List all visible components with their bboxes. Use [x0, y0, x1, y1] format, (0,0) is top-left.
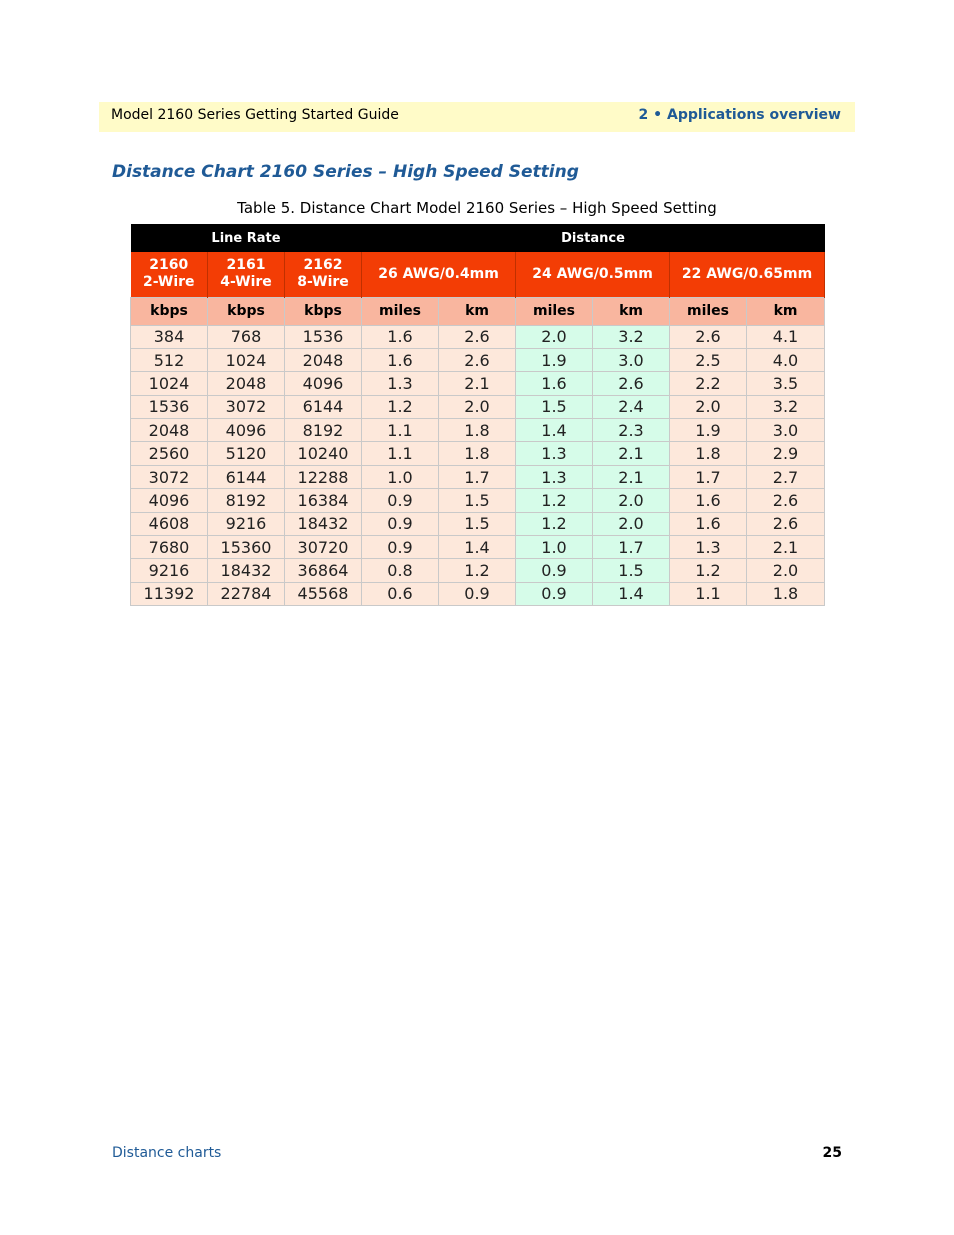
table-row — [131, 489, 825, 512]
table-cell: 1024 — [131, 372, 208, 395]
table-cell: 512 — [131, 348, 208, 371]
table-cell: 8192 — [208, 489, 285, 512]
section-title: Distance Chart 2160 Series – High Speed Setting — [112, 162, 579, 182]
unit-header: km — [747, 297, 825, 325]
table-cell: 2048 — [131, 419, 208, 442]
table-cell: 1.3 — [670, 536, 747, 559]
table-caption: Table 5. Distance Chart Model 2160 Series – High Speed Setting — [237, 199, 717, 217]
table-cell: 1.1 — [670, 582, 747, 605]
model-header-2160 — [131, 252, 208, 297]
table-cell: 1.0 — [362, 465, 439, 488]
table-row — [131, 325, 825, 348]
unit-header: miles — [670, 297, 747, 325]
table-row — [131, 372, 825, 395]
gauge-header-24awg: 24 AWG/0.5mm — [516, 252, 670, 297]
table-cell: 3072 — [208, 395, 285, 418]
header-chapter: 2 • Applications overview — [638, 107, 841, 123]
table-cell: 3.0 — [593, 348, 670, 371]
table-cell: 16384 — [285, 489, 362, 512]
table-cell: 2.0 — [670, 395, 747, 418]
table-cell: 1.1 — [362, 442, 439, 465]
table-cell: 1.5 — [439, 489, 516, 512]
table-cell: 768 — [208, 325, 285, 348]
table-cell: 1.7 — [670, 465, 747, 488]
table-cell: 7680 — [131, 536, 208, 559]
table-cell: 1.0 — [516, 536, 593, 559]
table-cell: 1.5 — [439, 512, 516, 535]
table-row — [131, 419, 825, 442]
table-cell: 18432 — [285, 512, 362, 535]
table-cell: 2.3 — [593, 419, 670, 442]
model-number: 2161 — [226, 257, 266, 274]
footer-section-name: Distance charts — [112, 1145, 222, 1161]
table-cell: 1.3 — [362, 372, 439, 395]
table-cell: 2.1 — [747, 536, 825, 559]
table-cell: 0.6 — [362, 582, 439, 605]
table-cell: 9216 — [131, 559, 208, 582]
table-cell: 2.6 — [439, 325, 516, 348]
model-wires: 2-Wire — [142, 274, 195, 291]
unit-header: miles — [362, 297, 439, 325]
table-cell: 8192 — [285, 419, 362, 442]
table-cell: 9216 — [208, 512, 285, 535]
table-row — [131, 536, 825, 559]
table-cell: 4096 — [131, 489, 208, 512]
table-cell: 1.3 — [516, 442, 593, 465]
unit-header: kbps — [131, 297, 208, 325]
table-body — [131, 325, 825, 606]
table-cell: 22784 — [208, 582, 285, 605]
table-cell: 1536 — [131, 395, 208, 418]
table-cell: 1.4 — [439, 536, 516, 559]
table-cell: 3.5 — [747, 372, 825, 395]
table-cell: 15360 — [208, 536, 285, 559]
table-cell: 1.6 — [516, 372, 593, 395]
table-cell: 1024 — [208, 348, 285, 371]
table-cell: 2.1 — [593, 442, 670, 465]
table-cell: 4096 — [208, 419, 285, 442]
page-number: 25 — [822, 1145, 842, 1161]
table-cell: 1.7 — [593, 536, 670, 559]
table-cell: 4.0 — [747, 348, 825, 371]
table-cell: 2.1 — [593, 465, 670, 488]
table-cell: 0.8 — [362, 559, 439, 582]
table-cell: 1.6 — [362, 348, 439, 371]
unit-header: kbps — [208, 297, 285, 325]
table-cell: 18432 — [208, 559, 285, 582]
table-cell: 1.4 — [593, 582, 670, 605]
table-cell: 6144 — [208, 465, 285, 488]
table-cell: 2.6 — [670, 325, 747, 348]
table-cell: 1.6 — [362, 325, 439, 348]
gauge-header-22awg: 22 AWG/0.65mm — [670, 252, 825, 297]
table-cell: 30720 — [285, 536, 362, 559]
model-header-2161 — [208, 252, 285, 297]
table-cell: 2.6 — [593, 372, 670, 395]
model-wires: 8-Wire — [297, 274, 349, 291]
table-cell: 1.8 — [439, 442, 516, 465]
table-cell: 1.6 — [670, 512, 747, 535]
table-cell: 0.9 — [516, 559, 593, 582]
table-cell: 1.2 — [670, 559, 747, 582]
table-cell: 2.5 — [670, 348, 747, 371]
model-number: 2160 — [149, 257, 189, 274]
gauge-header-26awg: 26 AWG/0.4mm — [362, 252, 516, 297]
table-top-header-row — [131, 224, 825, 252]
table-cell: 1.8 — [747, 582, 825, 605]
table-cell: 2048 — [208, 372, 285, 395]
table-cell: 2.0 — [747, 559, 825, 582]
table-cell: 6144 — [285, 395, 362, 418]
table-cell: 1.9 — [516, 348, 593, 371]
unit-header: km — [593, 297, 670, 325]
table-cell: 1.8 — [670, 442, 747, 465]
table-cell: 11392 — [131, 582, 208, 605]
table-cell: 1.8 — [439, 419, 516, 442]
model-number: 2162 — [303, 257, 343, 274]
table-cell: 1536 — [285, 325, 362, 348]
table-cell: 3.2 — [593, 325, 670, 348]
unit-header: miles — [516, 297, 593, 325]
table-cell: 10240 — [285, 442, 362, 465]
table-cell: 2.0 — [593, 489, 670, 512]
line-rate-header: Line Rate — [131, 224, 362, 252]
unit-header: kbps — [285, 297, 362, 325]
table-cell: 1.5 — [516, 395, 593, 418]
table-cell: 12288 — [285, 465, 362, 488]
table-row — [131, 395, 825, 418]
table-row — [131, 582, 825, 605]
table-cell: 2560 — [131, 442, 208, 465]
table-cell: 0.9 — [362, 536, 439, 559]
table-cell: 1.1 — [362, 419, 439, 442]
table-cell: 2.9 — [747, 442, 825, 465]
table-cell: 1.6 — [670, 489, 747, 512]
table-cell: 36864 — [285, 559, 362, 582]
table-cell: 1.2 — [516, 512, 593, 535]
table-cell: 3.2 — [747, 395, 825, 418]
table-cell: 1.4 — [516, 419, 593, 442]
header-guide-title: Model 2160 Series Getting Started Guide — [111, 107, 399, 123]
table-row — [131, 442, 825, 465]
table-cell: 0.9 — [362, 512, 439, 535]
table-cell: 2.1 — [439, 372, 516, 395]
table-row — [131, 348, 825, 371]
table-row — [131, 559, 825, 582]
table-cell: 2.6 — [747, 489, 825, 512]
table-cell: 1.2 — [516, 489, 593, 512]
running-header — [99, 102, 855, 132]
table-cell: 4.1 — [747, 325, 825, 348]
table-cell: 2.0 — [439, 395, 516, 418]
table-cell: 1.5 — [593, 559, 670, 582]
table-cell: 5120 — [208, 442, 285, 465]
table-cell: 1.2 — [439, 559, 516, 582]
table-cell: 0.9 — [362, 489, 439, 512]
table-group-header-row — [131, 252, 825, 297]
table-row — [131, 465, 825, 488]
table-cell: 2.0 — [593, 512, 670, 535]
table-cell: 0.9 — [516, 582, 593, 605]
table-cell: 2048 — [285, 348, 362, 371]
unit-header: km — [439, 297, 516, 325]
table-cell: 3072 — [131, 465, 208, 488]
table-cell: 2.6 — [747, 512, 825, 535]
model-wires: 4-Wire — [220, 274, 272, 291]
table-cell: 3.0 — [747, 419, 825, 442]
distance-table — [130, 224, 825, 606]
table-row — [131, 512, 825, 535]
table-cell: 2.2 — [670, 372, 747, 395]
table-cell: 4608 — [131, 512, 208, 535]
table-units-row — [131, 297, 825, 325]
table-cell: 2.7 — [747, 465, 825, 488]
table-cell: 1.7 — [439, 465, 516, 488]
distance-header: Distance — [362, 224, 825, 252]
table-cell: 2.0 — [516, 325, 593, 348]
table-cell: 1.3 — [516, 465, 593, 488]
table-cell: 2.4 — [593, 395, 670, 418]
table-cell: 1.9 — [670, 419, 747, 442]
model-header-2162 — [285, 252, 362, 297]
table-cell: 384 — [131, 325, 208, 348]
table-cell: 4096 — [285, 372, 362, 395]
table-cell: 45568 — [285, 582, 362, 605]
table-cell: 2.6 — [439, 348, 516, 371]
table-cell: 1.2 — [362, 395, 439, 418]
table-cell: 0.9 — [439, 582, 516, 605]
